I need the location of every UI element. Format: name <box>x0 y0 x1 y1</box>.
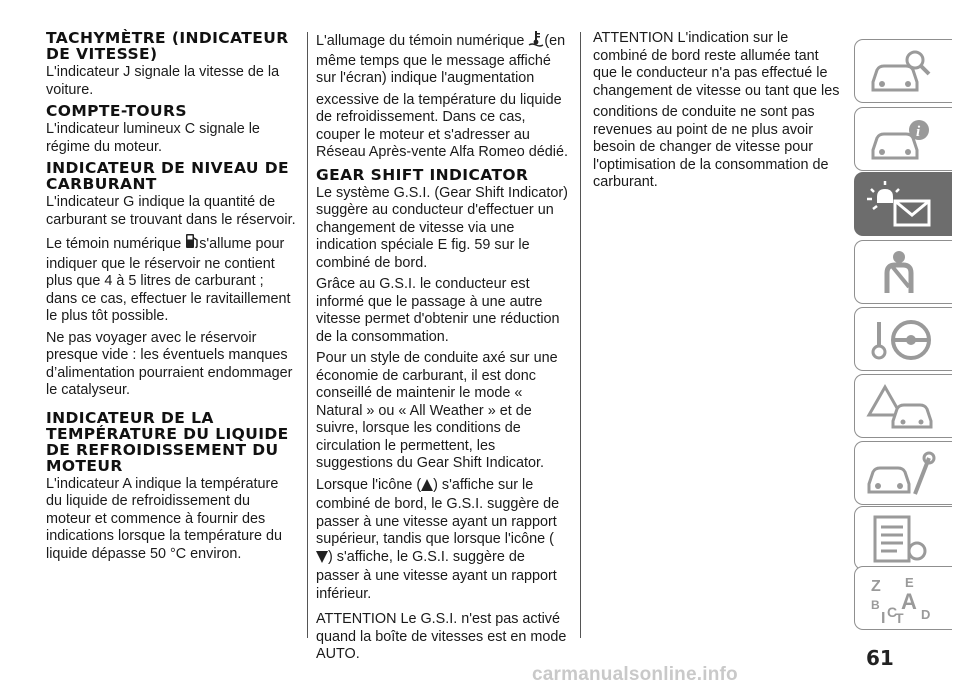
arrow-up-icon <box>421 479 433 497</box>
warning-triangle-car-icon <box>865 381 937 433</box>
tab-car-info[interactable] <box>854 107 952 171</box>
paragraph: Le système G.S.I. (Gear Shift Indicator) suggère au conducteur d'effectuer un changement de vitesse via une indication spéciale E fig. 59 sur le combiné de bord. <box>316 184 568 271</box>
coolant-temperature-icon <box>528 30 544 53</box>
index-letter: C <box>887 604 898 620</box>
index-letter: D <box>921 607 931 622</box>
tab-car-search[interactable] <box>854 39 952 103</box>
text-span: (en même temps que le message affiché sur l'écran) indique l'augmentation <box>316 33 566 86</box>
text-span: s'allume pour indiquer que le réservoir ne contient plus que 4 à 5 litres de carburant ; dans ce cas, effectuer le ravitaillement le plus tôt possible. <box>46 236 291 324</box>
tab-maintenance[interactable] <box>854 441 952 505</box>
warning-light-envelope-icon <box>865 179 937 231</box>
heading-rev-counter: COMPTE-TOURS <box>46 102 187 120</box>
car-info-icon <box>865 114 937 166</box>
tab-warning-lights[interactable] <box>854 172 952 236</box>
paragraph: ATTENTION Le G.S.I. n'est pas activé quand la boîte de vitesses est en mode AUTO. <box>316 611 567 662</box>
fuel-pump-icon <box>185 233 199 256</box>
tab-starting-driving[interactable] <box>854 307 952 371</box>
spec-list-icon <box>865 513 937 565</box>
heading-fuel-gauge: INDICATEUR DE NIVEAU DE CARBURANT <box>46 159 289 193</box>
car-wrench-icon <box>865 448 937 500</box>
paragraph: L'indicateur J signale la vitesse de la voiture. <box>46 64 280 98</box>
text-span: ) s'affiche, le G.S.I. suggère de passer à une vitesse ayant un rapport inférieur. <box>316 548 557 602</box>
paragraph <box>46 233 298 326</box>
svg-text:i: i <box>916 124 921 140</box>
text-span: Le témoin numérique <box>46 236 182 252</box>
arrow-down-icon <box>316 551 328 569</box>
column-divider <box>580 32 581 638</box>
index-letter: I <box>881 610 886 625</box>
index-letter: E <box>905 575 914 590</box>
tab-emergency[interactable] <box>854 374 952 438</box>
text-span: ) s'affiche sur le combiné de bord, le G.S.I. suggère de passer à une vitesse ayant un rapport supérieur, tandis que lorsque l'icône ( <box>316 476 560 547</box>
alphabet-index-icon <box>865 573 937 625</box>
tab-alphabetical-index[interactable] <box>854 566 952 630</box>
heading-gear-shift-indicator: GEAR SHIFT INDICATOR <box>316 165 529 184</box>
paragraph: conditions de conduite ne sont pas revenues au point de ne plus avoir besoin de changer de vitesse pour l'optimisation de la consommation de carburant. <box>593 104 829 190</box>
paragraph: Pour un style de conduite axé sur une économie de carburant, il est donc conseillé de maintenir le mode « Natural » ou « All Weather » et de suivre, lorsque les conditions de circulation le permettent, les suggestions du Gear Shift Indicator. <box>316 350 558 471</box>
seatbelt-icon <box>865 247 937 299</box>
heading-coolant-temperature: INDICATEUR DE LA TEMPÉRATURE DU LIQUIDE DE REFROIDISSEMENT DU MOTEUR <box>46 408 289 475</box>
index-letter: B <box>871 598 880 612</box>
column-2 <box>316 30 572 668</box>
index-letter: Z <box>871 578 881 595</box>
heading-speedometer: TACHYMÈTRE (INDICATEUR DE VITESSE) <box>46 29 289 63</box>
watermark: carmanualsonline.info <box>532 664 738 685</box>
key-steering-wheel-icon <box>865 314 937 366</box>
index-letter: T <box>895 610 904 625</box>
column-1 <box>46 30 298 567</box>
index-letter: A <box>901 589 917 614</box>
tab-technical-data[interactable] <box>854 506 952 570</box>
paragraph: ATTENTION L'indication sur le combiné de bord reste allumée tant que le conducteur n'a pas effectué le changement de vitesse ou tant que les <box>593 30 840 99</box>
paragraph: Ne pas voyager avec le réservoir presque vide : les éventuels manques d’alimentation pourraient endommager le catalyseur. <box>46 329 293 398</box>
paragraph: excessive de la température du liquide de refroidissement. Dans ce cas, couper le moteur et s'adresser au Réseau Après-vente Alfa Romeo dédié. <box>316 91 568 160</box>
page-number: 61 <box>866 646 894 670</box>
paragraph <box>316 477 572 604</box>
text-span: L'allumage du témoin numérique <box>316 33 525 49</box>
paragraph: L'indicateur A indique la température du liquide de refroidissement du moteur et commence à fournir des indications lorsque la température du liquide dépasse 50 °C environ. <box>46 475 282 562</box>
paragraph: Grâce au G.S.I. le conducteur est informé que le passage à une autre vitesse permet d'obtenir une réduction de la consommation. <box>316 276 560 345</box>
tab-safety[interactable] <box>854 240 952 304</box>
column-3 <box>593 30 845 196</box>
column-divider <box>307 32 308 638</box>
paragraph: L'indicateur lumineux C signale le régime du moteur. <box>46 121 260 155</box>
text-span: Lorsque l'icône ( <box>316 476 422 493</box>
paragraph <box>316 30 572 88</box>
paragraph: L'indicateur G indique la quantité de carburant se trouvant dans le réservoir. <box>46 194 296 228</box>
car-search-icon <box>865 46 937 98</box>
